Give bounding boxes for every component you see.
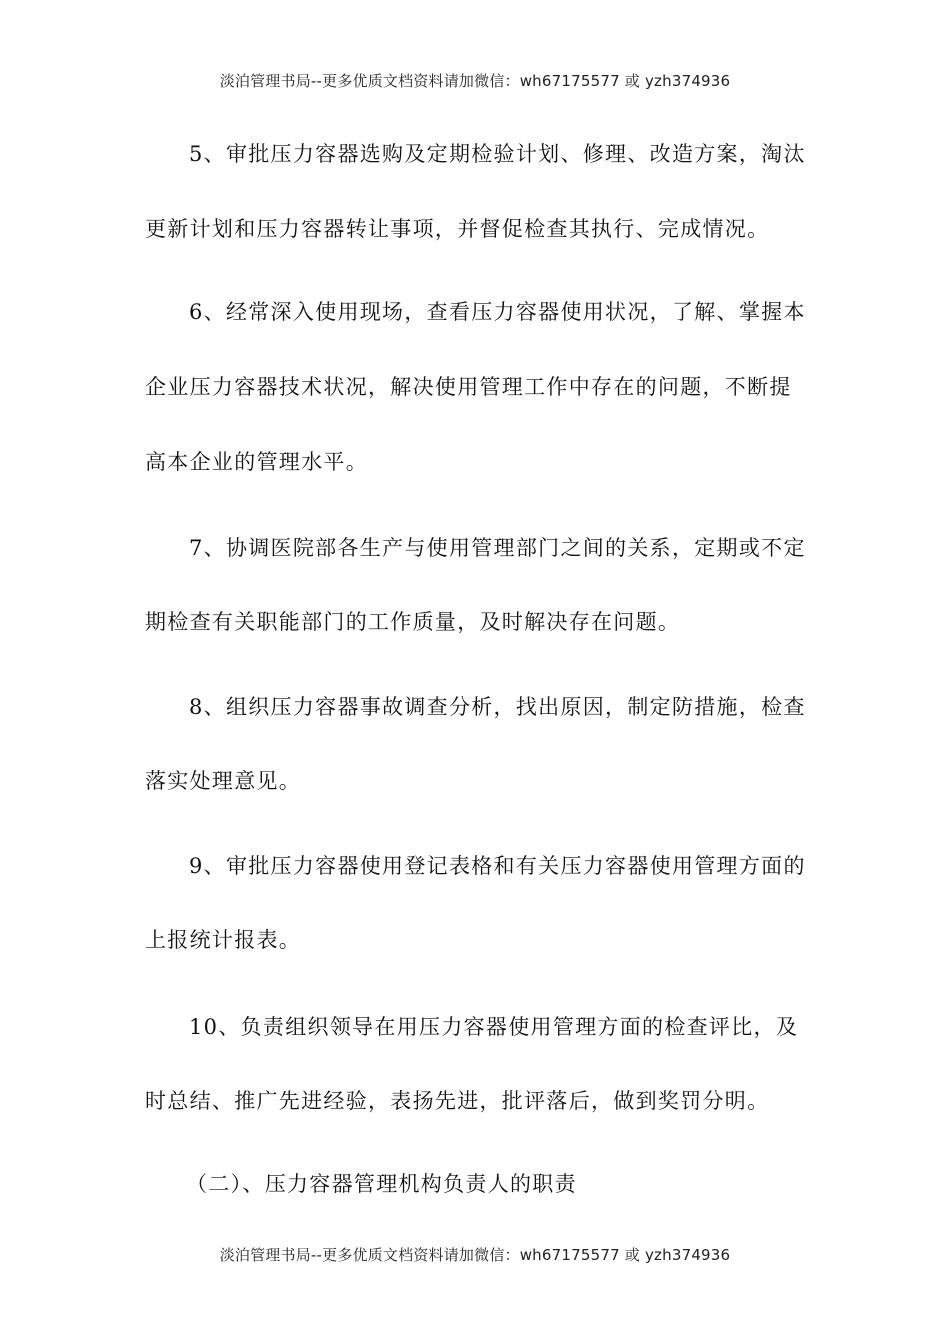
paragraph-line: 期检查有关职能部门的工作质量，及时解决存在问题。 (145, 610, 681, 634)
paragraph-line: 企业压力容器技术状况，解决使用管理工作中存在的问题，不断提 (145, 375, 792, 399)
paragraph-line: 6、经常深入使用现场，查看压力容器使用状况，了解、掌握本 (189, 300, 806, 324)
paragraph-line: 5、审批压力容器选购及定期检验计划、修理、改造方案，淘汰 (189, 142, 806, 166)
page-footer: 淡泊管理书局--更多优质文档资料请加微信：wh67175577 或 yzh374936 (219, 1246, 731, 1264)
paragraph-line: 8、组织压力容器事故调查分析，找出原因，制定防措施，检查 (189, 695, 806, 719)
page-header: 淡泊管理书局--更多优质文档资料请加微信：wh67175577 或 yzh374936 (219, 72, 731, 90)
section-heading: （二）、压力容器管理机构负责人的职责 (186, 1172, 577, 1196)
paragraph-line: 9、审批压力容器使用登记表格和有关压力容器使用管理方面的 (189, 854, 806, 878)
paragraph-line: 更新计划和压力容器转让事项，并督促检查其执行、完成情况。 (145, 217, 770, 241)
paragraph-line: 7、协调医院部各生产与使用管理部门之间的关系，定期或不定 (189, 536, 806, 560)
paragraph-line: 高本企业的管理水平。 (145, 450, 368, 474)
paragraph-line: 落实处理意见。 (145, 769, 302, 793)
paragraph-line: 上报统计报表。 (145, 928, 302, 952)
paragraph-line: 10、负责组织领导在用压力容器使用管理方面的检查评比，及 (189, 1015, 799, 1039)
paragraph-line: 时总结、推广先进经验，表扬先进，批评落后，做到奖罚分明。 (145, 1089, 770, 1113)
